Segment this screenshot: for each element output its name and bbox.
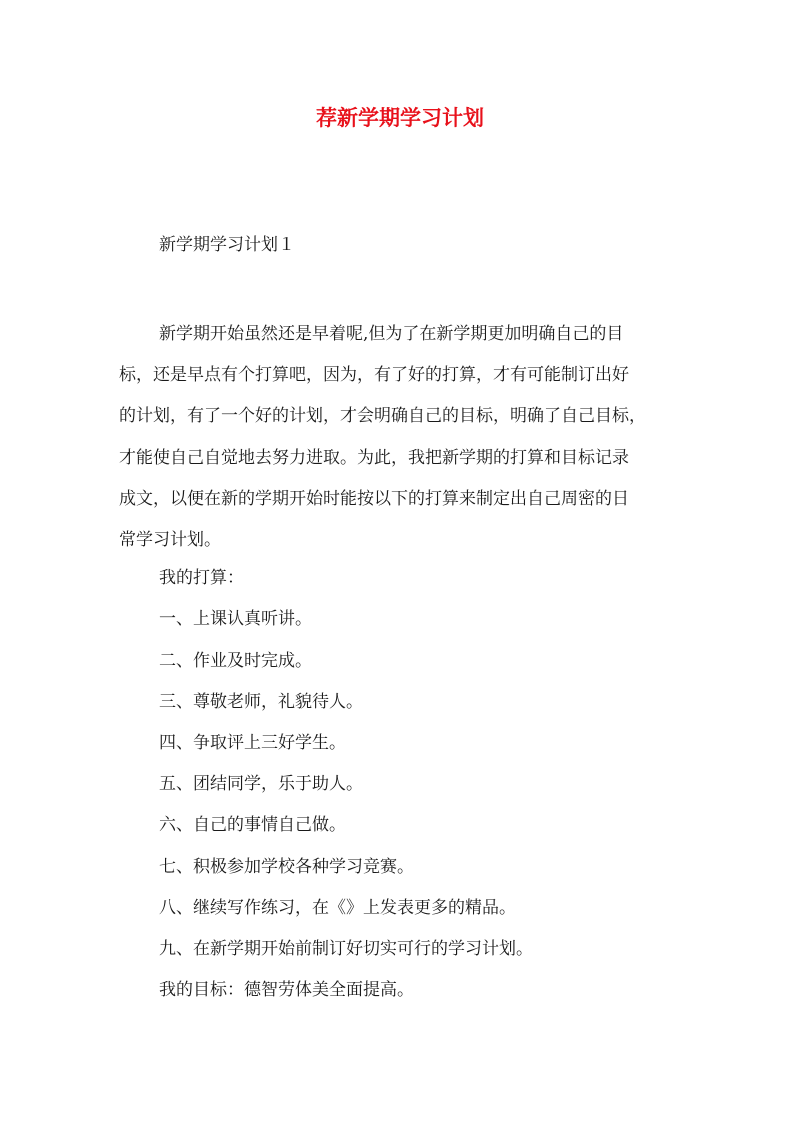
section-subtitle: 新学期学习计划１ bbox=[159, 235, 295, 255]
goal-statement: 我的目标：德智劳体美全面提高。 bbox=[159, 980, 414, 1000]
intro-line: 新学期开始虽然还是早着呢,但为了在新学期更加明确自己的目 bbox=[159, 324, 624, 344]
intro-paragraph bbox=[119, 314, 685, 561]
plan-item: 二、作业及时完成。 bbox=[159, 651, 312, 671]
plan-item: 七、积极参加学校各种学习竞赛。 bbox=[159, 857, 414, 877]
plan-item: 六、自己的事情自己做。 bbox=[159, 815, 346, 835]
plan-item: 八、继续写作练习，在《》上发表更多的精品。 bbox=[159, 898, 516, 918]
plan-heading: 我的打算： bbox=[159, 568, 244, 588]
intro-line: 标，还是早点有个打算吧，因为，有了好的打算，才有可能制订出好 bbox=[119, 365, 629, 386]
plan-item: 四、争取评上三好学生。 bbox=[159, 733, 346, 753]
intro-line: 常学习计划。 bbox=[119, 529, 221, 550]
document-title: 荐新学期学习计划 bbox=[316, 105, 484, 130]
intro-line: 才能使自己自觉地去努力进取。为此，我把新学期的打算和目标记录 bbox=[119, 447, 629, 468]
plan-item: 三、尊敬老师，礼貌待人。 bbox=[159, 692, 363, 712]
intro-line: 成文，以便在新的学期开始时能按以下的打算来制定出自己周密的日 bbox=[119, 488, 629, 509]
plan-item: 一、上课认真听讲。 bbox=[159, 609, 312, 629]
plan-item: 五、团结同学，乐于助人。 bbox=[159, 774, 363, 794]
plan-item: 九、在新学期开始前制订好切实可行的学习计划。 bbox=[159, 939, 533, 959]
intro-line: 的计划，有了一个好的计划，才会明确自己的目标，明确了自己目标， bbox=[119, 406, 646, 427]
